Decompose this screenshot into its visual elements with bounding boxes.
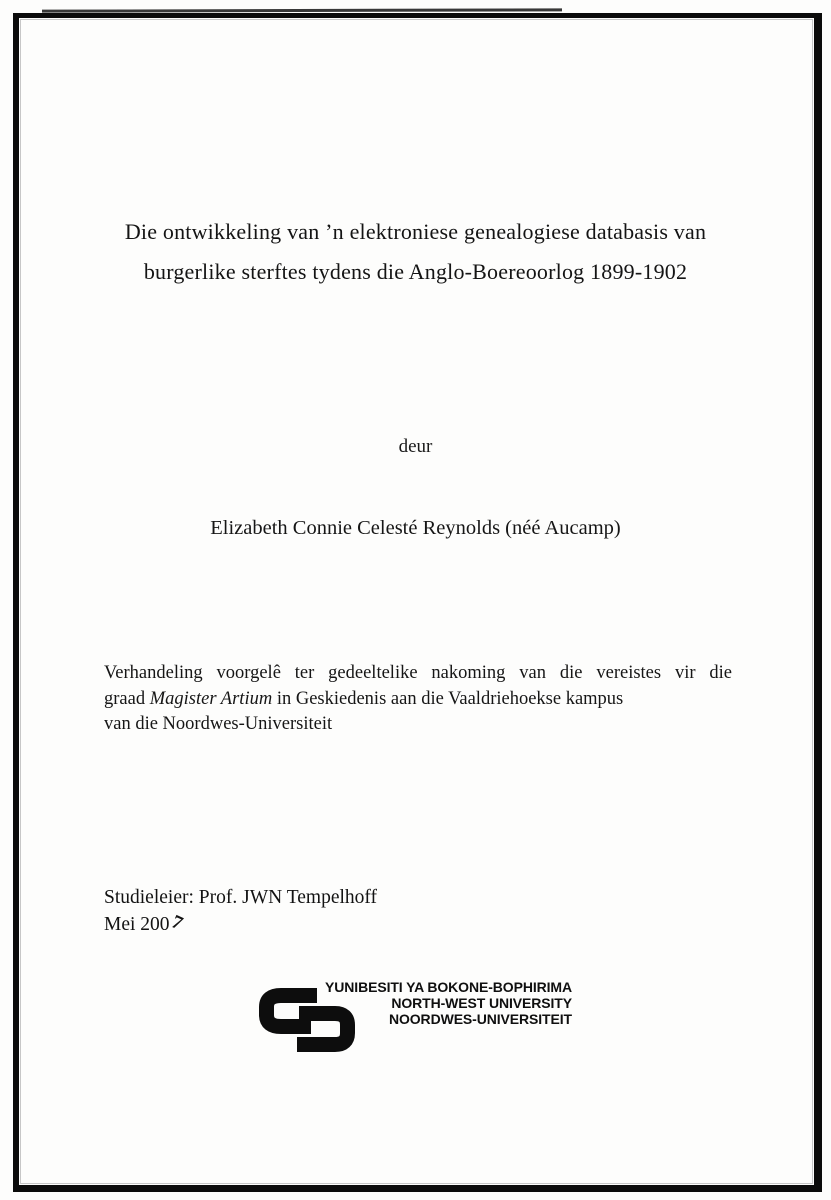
submission-line2 (104, 687, 732, 713)
byline-deur: deur (398, 436, 433, 457)
author-name: Elizabeth Connie Celesté Reynolds (néé Aucamp) (210, 517, 621, 539)
logo-text-setswana: YUNIBESITI YA BOKONE-BOPHIRIMA (325, 979, 572, 995)
date-digit-seven: 7 (167, 911, 186, 935)
thesis-title-line2: burgerlike sterftes tydens die Anglo-Boereoorlog 1899-1902 (143, 259, 688, 284)
submission-line2-post: in Geskiedenis aan die Vaaldriehoekse kampus (272, 688, 624, 709)
supervisor-line: Studieleier: Prof. JWN Tempelhoff (104, 887, 378, 908)
submission-line3: van die Noordwes-Universiteit (104, 714, 333, 734)
degree-name-italic: Magister Artium (149, 688, 273, 709)
submission-line1: Verhandeling voorgelê ter gedeeltelike nakoming van die vereistes vir die (104, 663, 732, 683)
submission-line2-pre: graad (104, 688, 150, 709)
university-logo-text (325, 979, 572, 1028)
thesis-title-line1: Die ontwikkeling van ’n elektroniese genealogiese databasis van (124, 219, 707, 244)
date-line (104, 912, 377, 939)
logo-text-afrikaans: NOORDWES-UNIVERSITEIT (388, 1011, 572, 1028)
logo-text-english: NORTH-WEST UNIVERSITY (391, 995, 572, 1012)
thesis-title (0, 212, 831, 292)
supervisor-and-date (104, 885, 377, 938)
submission-statement (104, 661, 732, 738)
date-prefix: Mei 200 (104, 913, 170, 935)
